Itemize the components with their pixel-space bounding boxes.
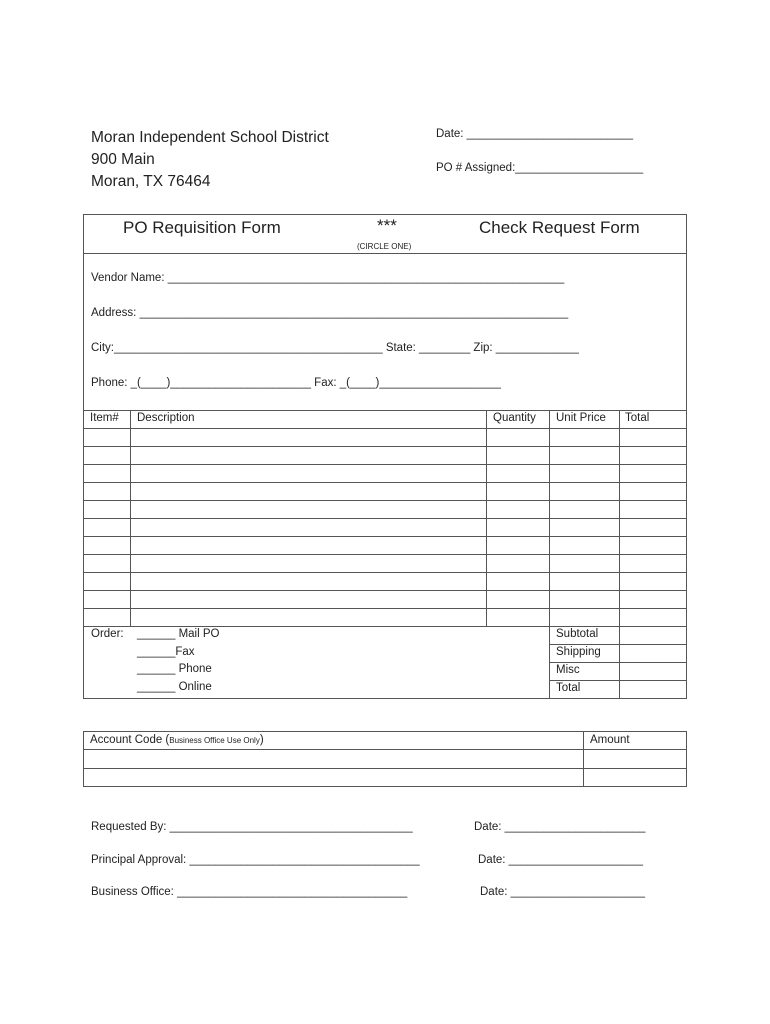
po-requisition-option[interactable]: PO Requisition Form xyxy=(123,218,281,237)
check-request-option[interactable]: Check Request Form xyxy=(479,218,640,237)
order-online[interactable]: ______ Online xyxy=(137,681,212,693)
table-row-line xyxy=(83,518,687,519)
table-row-line xyxy=(83,608,687,609)
table-row-line xyxy=(83,500,687,501)
stars-separator: *** xyxy=(377,216,397,235)
po-assigned-field[interactable]: PO # Assigned:____________________ xyxy=(436,162,644,174)
total-label: Total xyxy=(556,682,581,694)
circle-one-note: (CIRCLE ONE) xyxy=(357,242,412,251)
district-address xyxy=(91,127,329,193)
table-row-line xyxy=(83,464,687,465)
header-quantity: Quantity xyxy=(493,412,536,424)
order-label: Order: xyxy=(91,628,124,640)
account-col-divider xyxy=(583,731,584,787)
table-row-line xyxy=(83,590,687,591)
vendor-phone-fax-field[interactable]: Phone: _(____)______________________ Fax: _(____)___________________ xyxy=(91,377,501,389)
district-city: Moran, TX 76464 xyxy=(91,173,211,190)
principal-date-field[interactable]: Date: _____________________ xyxy=(478,854,643,866)
table-row-line xyxy=(83,428,687,429)
totals-line-2 xyxy=(549,662,687,663)
misc-label: Misc xyxy=(556,664,580,676)
account-code-note: Business Office Use Only xyxy=(169,736,260,745)
vendor-city-state-zip-field[interactable]: City:__________________________________________ State: ________ Zip: _____________ xyxy=(91,342,579,354)
table-row-line xyxy=(83,572,687,573)
header-unit-price: Unit Price xyxy=(556,412,606,424)
amount-header: Amount xyxy=(590,734,630,746)
vendor-name-field[interactable]: Vendor Name: ______________________________________________________________ xyxy=(91,272,565,284)
table-row-line xyxy=(83,554,687,555)
date-field[interactable]: Date: __________________________ xyxy=(436,128,633,140)
header-item-number: Item# xyxy=(90,412,119,424)
header-total: Total xyxy=(625,412,650,424)
requested-by-field[interactable]: Requested By: ______________________________________ xyxy=(91,821,413,833)
requested-date-field[interactable]: Date: ______________________ xyxy=(474,821,646,833)
account-code-header: Account Code (Business Office Use Only) xyxy=(90,734,264,746)
table-row-line xyxy=(83,482,687,483)
shipping-label: Shipping xyxy=(556,646,601,658)
account-row-line-1 xyxy=(83,749,687,750)
col-divider-quantity xyxy=(549,410,550,699)
subtotal-label: Subtotal xyxy=(556,628,599,640)
principal-approval-field[interactable]: Principal Approval: ____________________________________ xyxy=(91,854,420,866)
col-divider-unit-price xyxy=(619,410,620,699)
totals-line-3 xyxy=(549,680,687,681)
district-street: 900 Main xyxy=(91,151,155,168)
business-office-field[interactable]: Business Office: ____________________________________ xyxy=(91,886,408,898)
col-divider-description xyxy=(486,410,487,626)
col-divider-item xyxy=(130,410,131,626)
account-row-line-2 xyxy=(83,768,687,769)
header-description: Description xyxy=(137,412,195,424)
table-row-line xyxy=(83,446,687,447)
order-phone[interactable]: ______ Phone xyxy=(137,663,212,675)
form-type-divider xyxy=(83,253,687,254)
vendor-address-field[interactable]: Address: ___________________________________________________________________ xyxy=(91,307,569,319)
items-table-top-border xyxy=(83,410,687,411)
order-mail-po[interactable]: ______ Mail PO xyxy=(137,628,220,640)
totals-line-1 xyxy=(549,644,687,645)
order-fax[interactable]: ______Fax xyxy=(137,646,195,658)
district-name: Moran Independent School District xyxy=(91,129,329,146)
business-date-field[interactable]: Date: _____________________ xyxy=(480,886,645,898)
table-row-line xyxy=(83,536,687,537)
table-row-line xyxy=(83,626,687,627)
